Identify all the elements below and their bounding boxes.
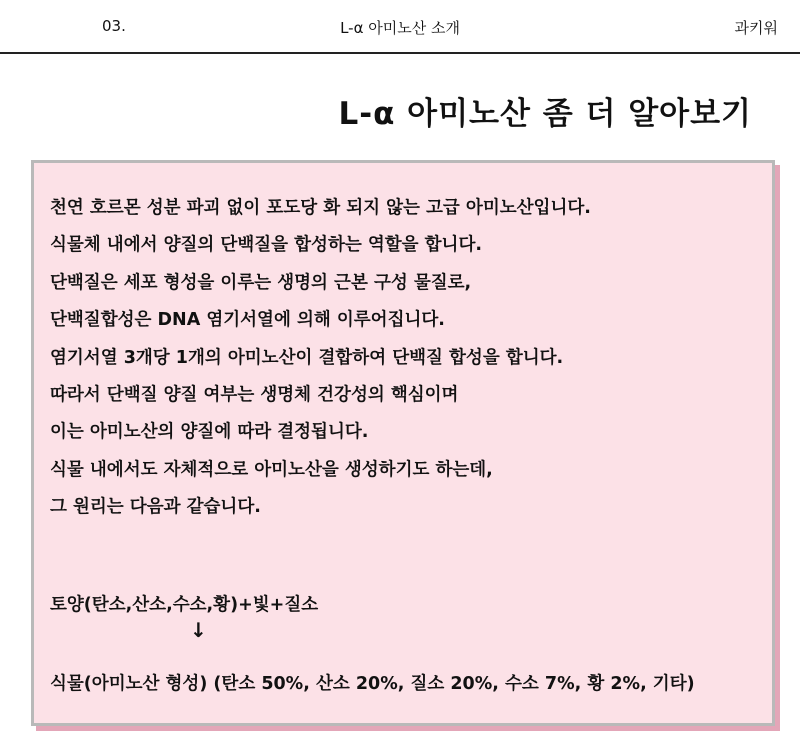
formula-inputs: 토양(탄소,산소,수소,황)+빛+질소 <box>50 595 319 615</box>
body-line: 식물체 내에서 양질의 단백질을 합성하는 역할을 합니다. <box>50 235 483 256</box>
body-line: 그 원리는 다음과 같습니다. <box>50 497 261 518</box>
page-title: L-α 아미노산 좀 더 알아보기 <box>338 96 752 132</box>
body-line: 단백질은 세포 형성을 이루는 생명의 근본 구성 물질로, <box>50 272 472 293</box>
body-line: 이는 아미노산의 양질에 따라 결정됩니다. <box>50 422 369 443</box>
body-line: 따라서 단백질 양질 여부는 생명체 건강성의 핵심이며 <box>50 384 459 405</box>
page-header <box>0 0 800 54</box>
body-line: 천연 호르몬 성분 파괴 없이 포도당 화 되지 않는 고급 아미노산입니다. <box>50 198 591 218</box>
body-line: 식물 내에서도 자체적으로 아미노산을 생성하기도 하는데, <box>50 459 493 480</box>
page-number: 03. <box>102 17 126 35</box>
formula-output: 식물(아미노산 형성) (탄소 50%, 산소 20%, 질소 20%, 수소 7%, 황 2%, 기타) <box>50 674 695 694</box>
body-paragraph <box>50 190 762 527</box>
brand-name: 과키워 <box>734 19 778 37</box>
content-box <box>31 160 775 726</box>
chapter-title: L-α 아미노산 소개 <box>340 19 460 37</box>
body-line: 단백질합성은 DNA 염기서열에 의해 이루어집니다. <box>50 310 445 331</box>
down-arrow-icon: ↓ <box>190 618 207 642</box>
body-line: 염기서열 3개당 1개의 아미노산이 결합하여 단백질 합성을 합니다. <box>50 347 564 368</box>
